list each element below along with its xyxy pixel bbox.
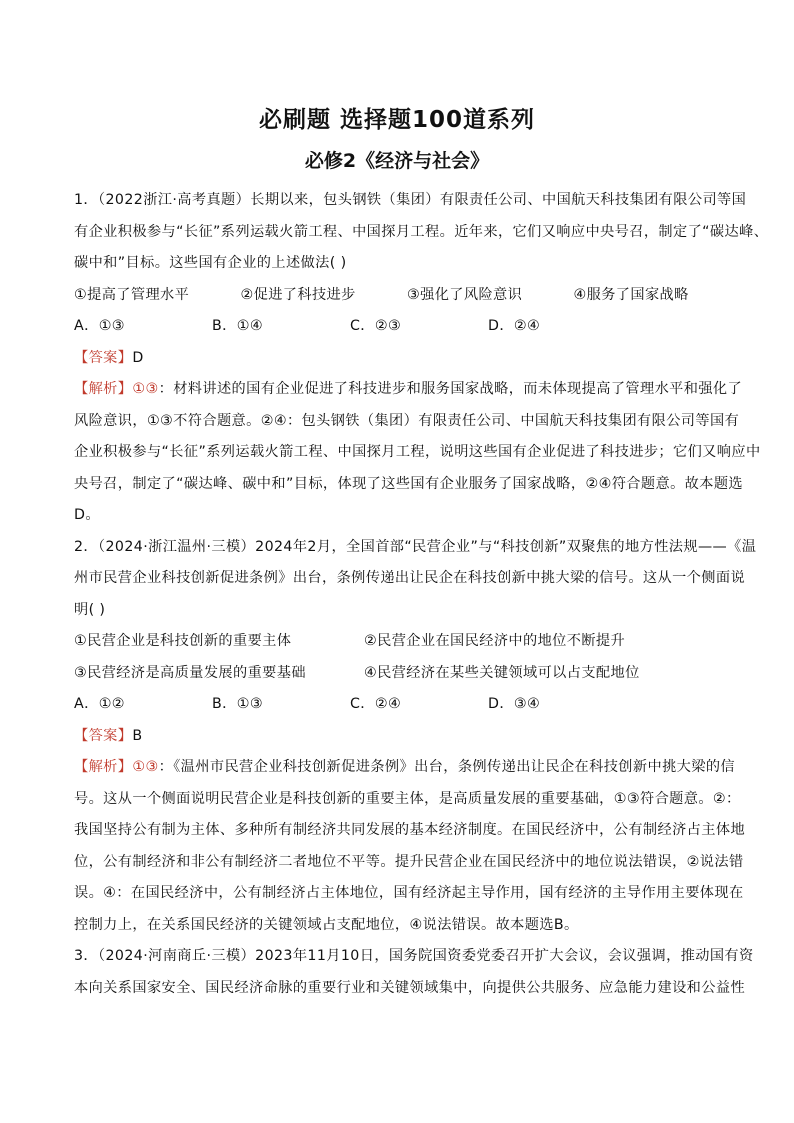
document-body xyxy=(74,185,769,1004)
statement-option: ④民营经济在某些关键领域可以占支配地位 xyxy=(364,664,640,681)
answer-choice: C．②③ xyxy=(350,318,402,334)
statement-options xyxy=(74,280,740,312)
question-2 xyxy=(74,532,757,942)
question-1 xyxy=(74,185,769,532)
analysis-line: D。 xyxy=(74,507,100,523)
question-text-line: 3．（2024·河南商丘·三模）2023年11月10日，国务院国资委党委召开扩大会议，会议强调，推动国有资 xyxy=(74,948,754,964)
answer-choice: D．③④ xyxy=(488,696,541,712)
page-title: 必刷题 选择题100道系列 xyxy=(258,107,536,133)
analysis-line xyxy=(74,374,743,406)
statement-option: ②促进了科技进步 xyxy=(240,286,356,303)
analysis-line xyxy=(74,752,740,784)
statement-option: ①提高了管理水平 xyxy=(74,286,190,303)
statement-options xyxy=(74,658,740,690)
analysis-line: 企业积极参与“长征”系列运载火箭工程、中国探月工程，说明这些国有企业促进了科技进步；它们又响应中 xyxy=(74,444,761,460)
answer-choice: A．①③ xyxy=(74,318,125,334)
answer-choices xyxy=(74,689,740,721)
answer-value: D xyxy=(132,349,144,366)
analysis-text: ：《温州市民营企业科技创新促进条例》出台，条例传递出让民企在科技创新中挑大梁的信 xyxy=(158,759,736,775)
statement-option: ③强化了风险意识 xyxy=(407,286,523,303)
question-text-line: 1．（2022浙江·高考真题）长期以来，包头钢铁（集团）有限责任公司、中国航天科技集团有限公司等国 xyxy=(74,192,747,208)
question-text-line: 碳中和”目标。这些国有企业的上述做法( ) xyxy=(74,255,347,271)
statement-option: ④服务了国家战略 xyxy=(573,286,689,303)
analysis-line: 误。④：在国民经济中，公有制经济占主体地位，国有经济起主导作用，国有经济的主导作用主要体现在 xyxy=(74,885,744,901)
statement-option: ①民营企业是科技创新的重要主体 xyxy=(74,633,292,649)
analysis-label: 【解析】 xyxy=(74,759,133,775)
answer-choice: B．①③ xyxy=(212,696,263,712)
analysis-line: 我国坚持公有制为主体、多种所有制经济共同发展的基本经济制度。在国民经济中，公有制经济占主体地 xyxy=(74,822,746,838)
answer-label: 【答案】 xyxy=(74,727,133,744)
question-text-line: 2．（2024·浙江温州·三模）2024年2月，全国首部“民营企业”与“科技创新”双聚焦的地方性法规——《温 xyxy=(74,538,757,555)
question-3 xyxy=(74,941,754,1004)
answer-line xyxy=(74,721,740,753)
question-text-line: 明( ) xyxy=(74,601,106,618)
answer-choice: A．①② xyxy=(74,696,125,712)
answer-choice: D．②④ xyxy=(488,318,541,334)
statement-option: ③民营经济是高质量发展的重要基础 xyxy=(74,664,306,681)
analysis-label: 【解析】 xyxy=(74,381,133,397)
answer-value: B xyxy=(132,727,143,744)
statement-option: ②民营企业在国民经济中的地位不断提升 xyxy=(364,633,626,649)
analysis-line: 央号召，制定了“碳达峰、碳中和”目标，体现了这些国有企业服务了国家战略，②④符合题意。故本题选 xyxy=(74,475,744,492)
analysis-line: 位，公有制经济和非公有制经济二者地位不平等。提升民营企业在国民经济中的地位说法错误，②说法错 xyxy=(74,853,744,870)
question-text-line: 本向关系国家安全、国民经济命脉的重要行业和关键领域集中，向提供公共服务、应急能力建设和公益性 xyxy=(74,979,746,996)
analysis-text: ：材料讲述的国有企业促进了科技进步和服务国家战略，而未体现提高了管理水平和强化了 xyxy=(158,381,743,397)
analysis-prefix: ①③ xyxy=(132,381,159,397)
analysis-prefix: ①③ xyxy=(132,759,159,775)
answer-choice: C．②④ xyxy=(350,696,402,712)
analysis-line: 号。这从一个侧面说明民营企业是科技创新的重要主体，是高质量发展的重要基础，①③符合题意。②： xyxy=(74,790,741,807)
question-text-line: 有企业积极参与“长征”系列运载火箭工程、中国探月工程。近年来，它们又响应中央号召，制定了“碳达峰、 xyxy=(74,223,769,240)
answer-choices xyxy=(74,311,740,343)
answer-label: 【答案】 xyxy=(74,349,133,366)
page-subtitle: 必修2《经济与社会》 xyxy=(304,150,490,172)
analysis-line: 控制力上，在关系国民经济的关键领域占支配地位，④说法错误。故本题选B。 xyxy=(74,916,579,933)
answer-choice: B．①④ xyxy=(212,318,263,334)
question-text-line: 州市民营企业科技创新促进条例》出台，条例传递出让民企在科技创新中挑大梁的信号。这从一个侧面说 xyxy=(74,570,746,586)
answer-line xyxy=(74,343,740,375)
analysis-line: 风险意识，①③不符合题意。②④：包头钢铁（集团）有限责任公司、中国航天科技集团有限公司等国有 xyxy=(74,412,740,429)
statement-options xyxy=(74,626,740,658)
